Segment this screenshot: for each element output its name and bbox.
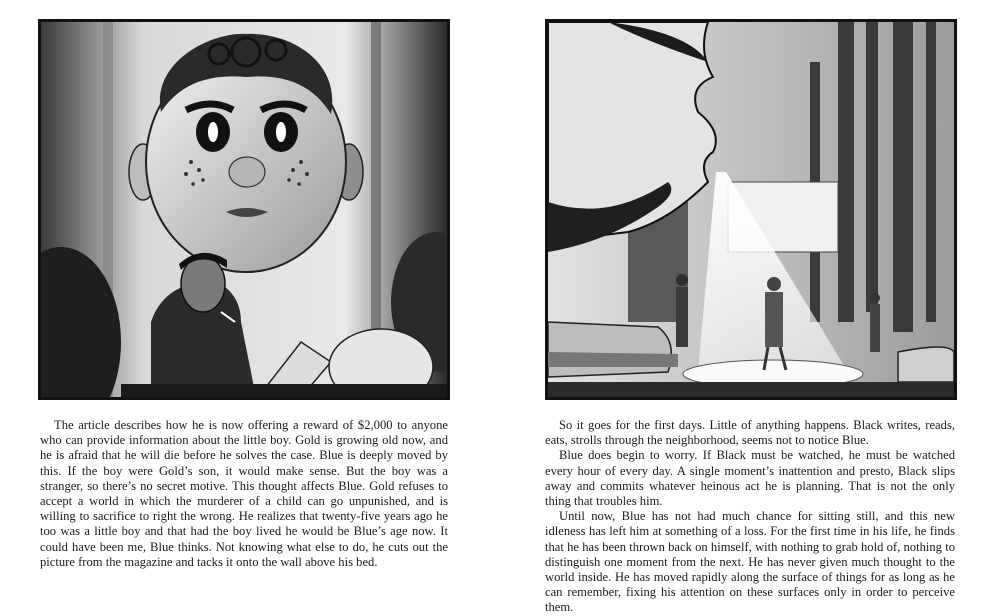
right-page (500, 0, 1000, 615)
right-page-text (545, 418, 955, 616)
boy-portrait-illustration (38, 19, 450, 400)
paragraph: So it goes for the first days. Little of anything happens. Black writes, reads, eats, strolls through the neighborhood, seems not to notice Blue. (545, 418, 955, 448)
left-page (0, 0, 500, 609)
boy-portrait-drawing (41, 22, 447, 397)
paragraph: Until now, Blue has not had much chance for sitting still, and this new idleness has left him at something of a loss. For the first time in his life, he finds that he has been thrown back on himself, with nothing to grab hold of, nothing to distinguish one moment from the next. He has never given much thought to the world inside. He has moved rapidly along the surface of things for as long as he can remember, fixing his attention on these surfaces only in order to perceive them. (545, 509, 955, 615)
paragraph: The article describes how he is now offering a reward of $2,000 to anyone who can provide information about the little boy. Gold is growing old now, and he is afraid that he will die before he solves the case. Blue is deeply moved by this. If the boy were Gold’s son, it would make sense. But the boy was a stranger, so there’s no secret motive. This thought affects Blue. Gold refuses to accept a world in which the murderer of a child can go unpunished, and is willing to sacrifice to right the wrong. He realizes that twenty-five years ago he too was a little boy and that had the boy lived he would be Blue’s age now. It could have been me, Blue thinks. Not knowing what else to do, he cuts out the picture from the magazine and tacks it onto the wall above his bed. (40, 418, 448, 569)
street-spotlight-drawing (548, 22, 954, 397)
street-spotlight-illustration (545, 19, 957, 400)
paragraph: Blue does begin to worry. If Black must be watched, he must be watched every hour of every day. A single moment’s inattention and presto, Black slips away and commits whatever heinous act he is planning. That is not the only thing that troubles him. (545, 448, 955, 509)
left-page-text (40, 418, 448, 570)
